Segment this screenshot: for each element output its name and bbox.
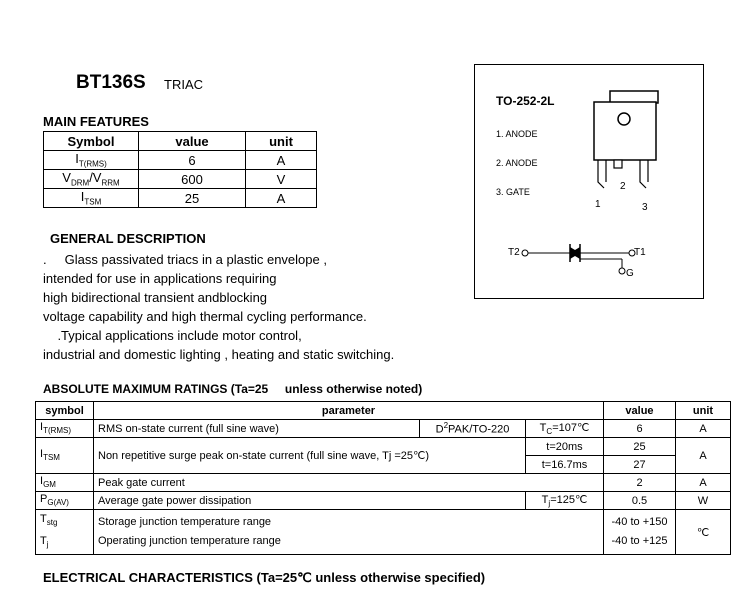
table-row [44,170,317,189]
symbol-cell: $V_{DRM}/V_{RRM}$ [44,170,139,189]
general-description-heading: GENERAL DESCRIPTION [50,231,206,246]
table-row [44,189,317,208]
part-number: BT136S [76,72,146,93]
symbol-cell: $I_{TSM}$ [36,438,94,474]
pin-number: 2 [620,181,626,192]
device-type: TRIAC [164,77,203,92]
parameter-cell: RMS on-state current (full sine wave) [94,420,420,438]
main-features-table [43,131,317,208]
unit-cell: A [676,474,731,492]
description-line: . Glass passivated triacs in a plastic envelope , [43,252,327,267]
description-line: high bidirectional transient andblocking [43,290,268,305]
table-header-row [36,402,731,420]
column-header: unit [676,402,731,420]
pin-label: 1. ANODE [496,129,538,139]
parameter-cell: Average gate power dissipation [94,492,526,510]
value-cell: -40 to +150 -40 to +125 [604,510,676,555]
symbol-cell: $P_{G(AV)}$ [36,492,94,510]
unit-cell: A [246,189,317,208]
column-header: value [604,402,676,420]
pin-label: 3. GATE [496,187,530,197]
description-line: intended for use in applications requiring [43,271,277,286]
value-cell: 0.5 [604,492,676,510]
table-header-row [44,132,317,151]
parameter-cell: Non repetitive surge peak on-state current (full sine wave, Tj =25℃) [94,438,526,474]
amr-heading: ABSOLUTE MAXIMUM RATINGS (Ta=25 unless otherwise noted) [43,382,423,396]
terminal-label: T1 [634,247,646,258]
description-text [43,250,394,364]
pin-label: 2. ANODE [496,158,538,168]
value-cell: 600 [139,170,246,189]
table-row [36,510,731,555]
unit-cell: A [676,438,731,474]
parameter-cell: Peak gate current [94,474,604,492]
package-outline-icon [586,88,666,198]
condition-cell: t=20ms [526,438,604,456]
column-header: value [139,132,246,151]
symbol-cell: $I_{T(RMS)}$ [44,151,139,170]
value-cell: 25 [139,189,246,208]
table-row [36,438,731,456]
symbol-cell: $I_{T(RMS)}$ [36,420,94,438]
value-cell: 25 [604,438,676,456]
table-row [36,474,731,492]
value-cell: 6 [604,420,676,438]
column-header: parameter [94,402,604,420]
symbol-cell: $I_{GM}$ [36,474,94,492]
description-line: industrial and domestic lighting , heating and static switching. [43,347,395,362]
pin-number: 1 [595,199,601,210]
value-cell: 2 [604,474,676,492]
symbol-cell: $T_{stg}$ $T_j$ [36,510,94,555]
terminal-label: G [626,268,634,279]
unit-cell: ℃ [676,510,731,555]
column-header: Symbol [44,132,139,151]
symbol-cell: $I_{TSM}$ [44,189,139,208]
unit-cell: V [246,170,317,189]
condition-cell: $T_C=107℃$ [526,420,604,438]
electrical-characteristics-heading: ELECTRICAL CHARACTERISTICS (Ta=25℃ unless otherwise specified) [43,570,486,585]
table-row [44,151,317,170]
pin-number: 3 [642,202,648,213]
description-line: voltage capability and high thermal cycling performance. [43,309,367,324]
package-title: TO-252-2L [496,94,555,108]
description-line: .Typical applications include motor control, [43,328,302,343]
condition-cell: t=16.7ms [526,456,604,474]
column-header: symbol [36,402,94,420]
triac-symbol-icon [520,242,640,276]
table-row [36,492,731,510]
condition-cell: $T_j=125℃$ [526,492,604,510]
amr-table [35,401,731,555]
column-header: unit [246,132,317,151]
unit-cell: W [676,492,731,510]
value-cell: 6 [139,151,246,170]
table-row [36,420,731,438]
terminal-label: T2 [508,247,520,258]
unit-cell: A [676,420,731,438]
main-features-heading: MAIN FEATURES [43,114,149,129]
condition-cell: $D^2PAK/TO-220$ [420,420,526,438]
parameter-cell: Storage junction temperature range Operating junction temperature range [94,510,604,555]
value-cell: 27 [604,456,676,474]
unit-cell: A [246,151,317,170]
